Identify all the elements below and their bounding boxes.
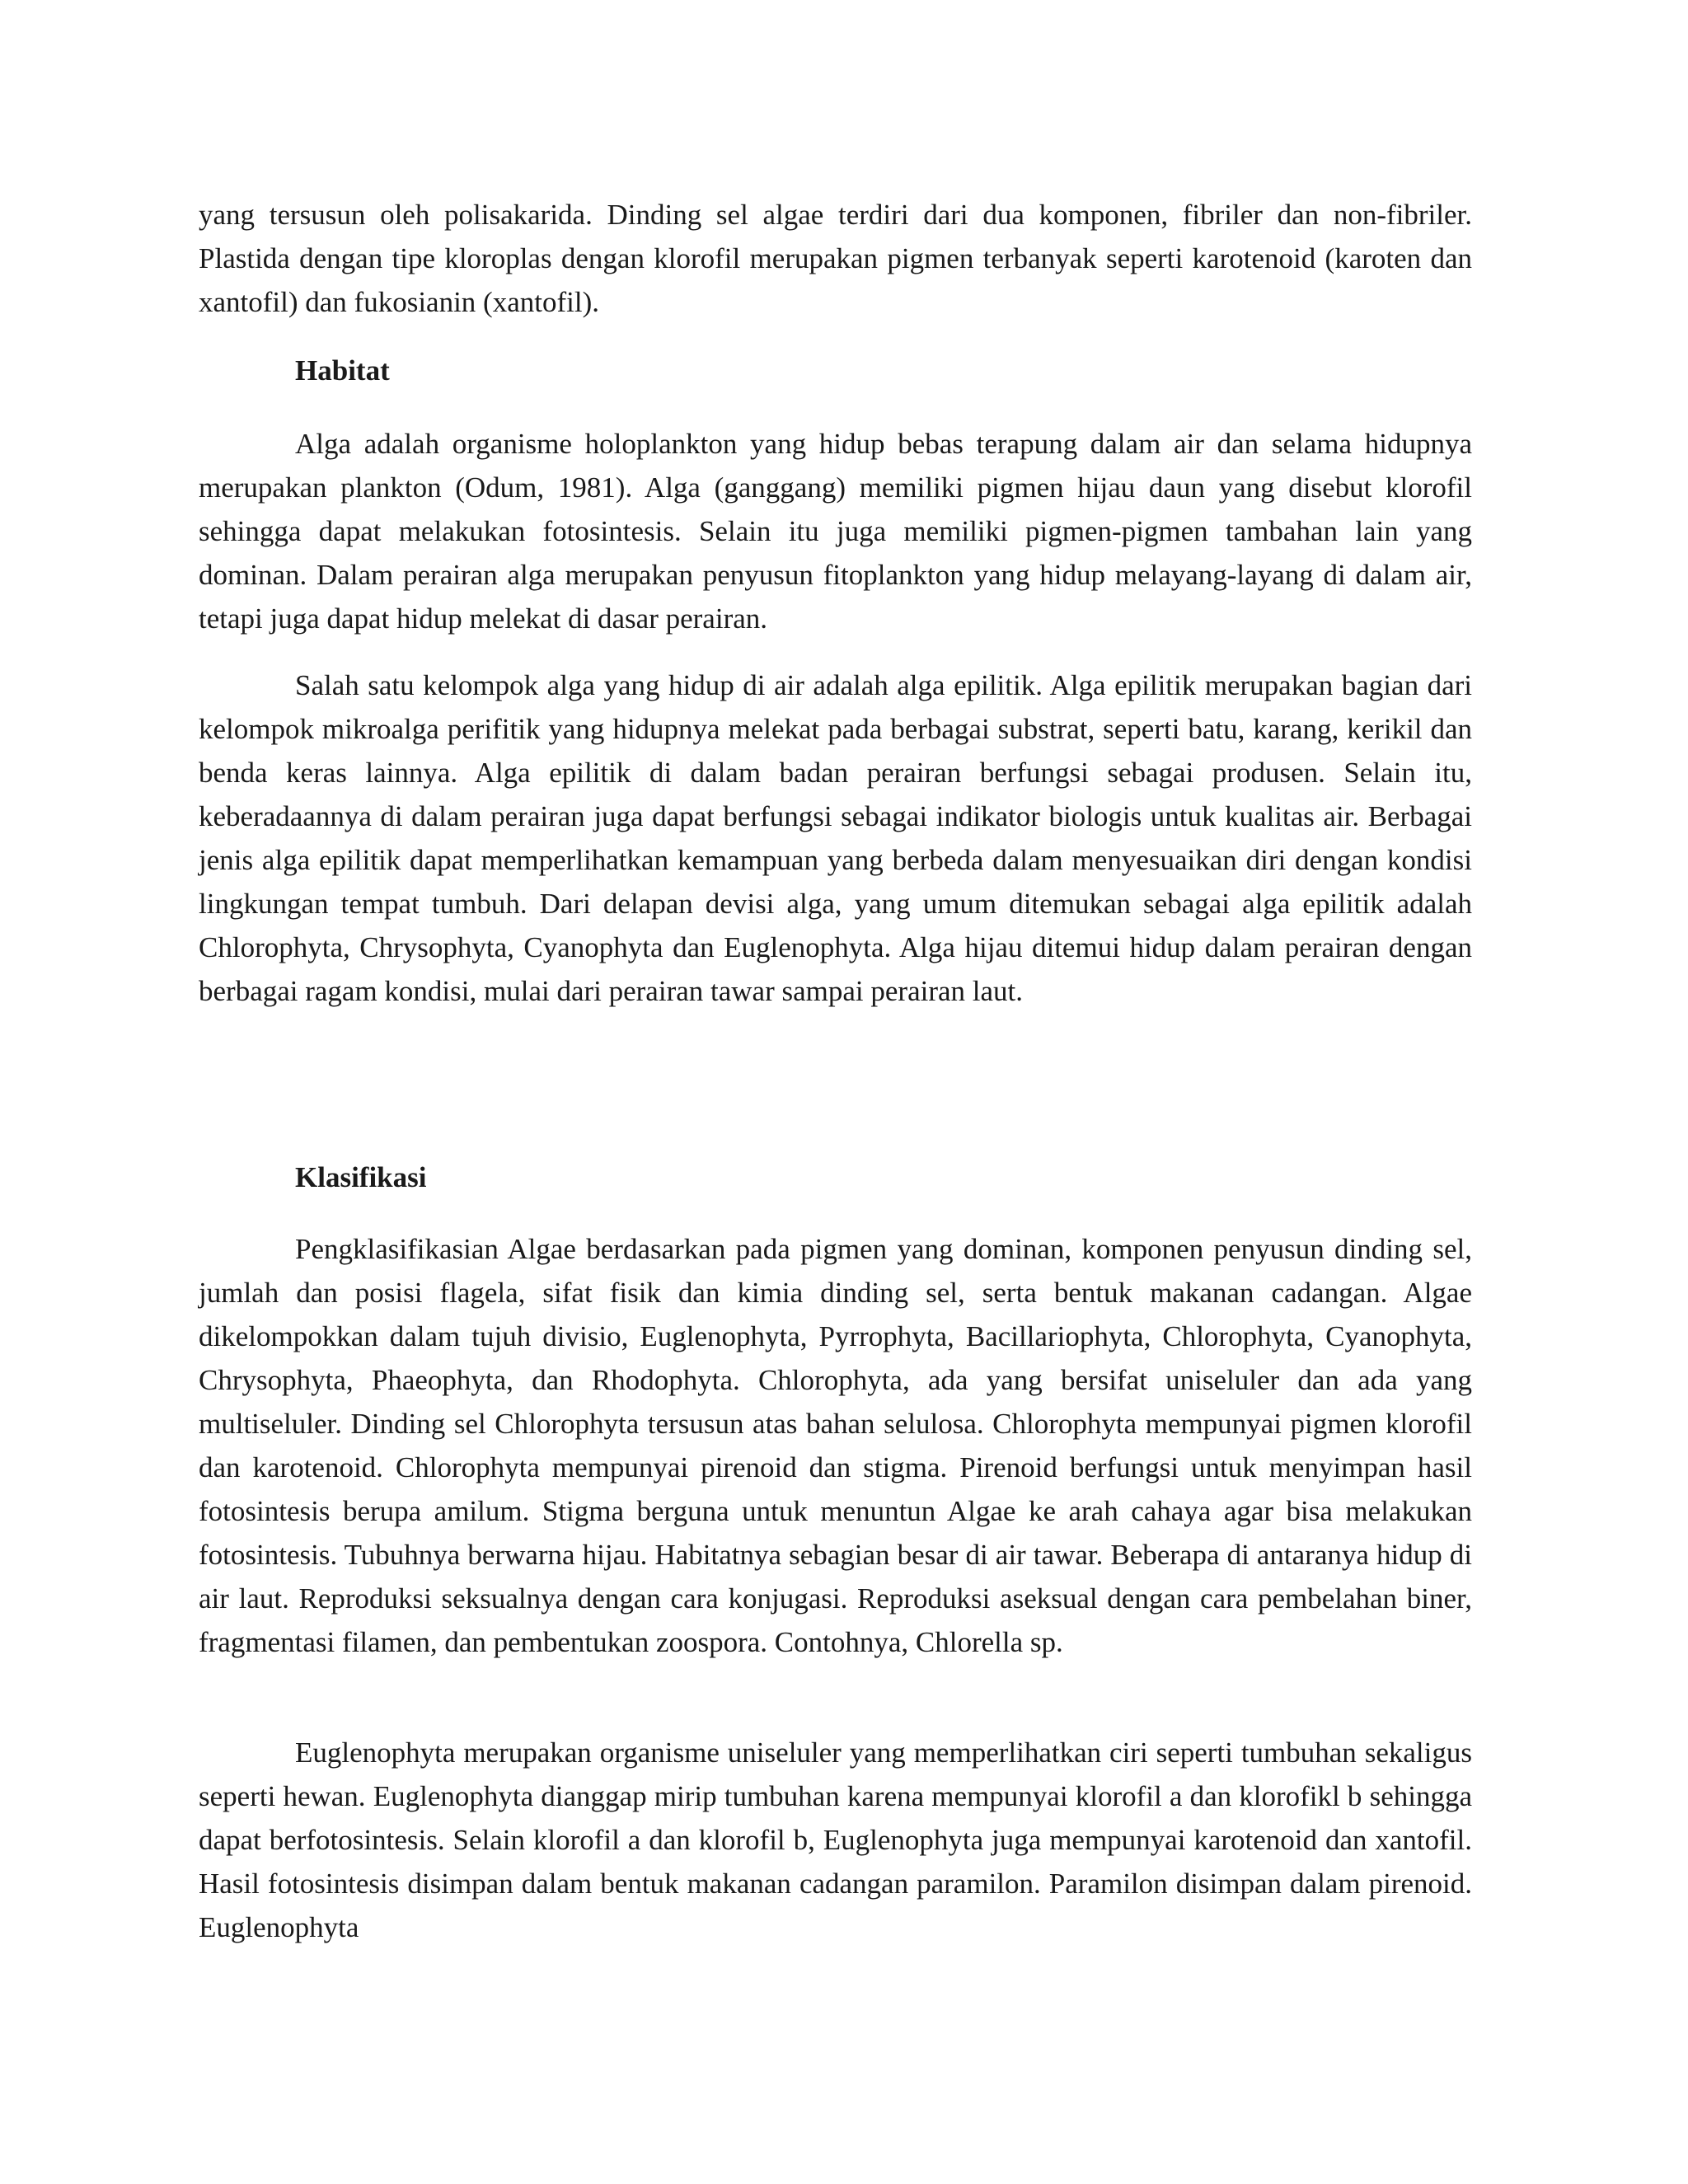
paragraph-habitat-1 [199, 422, 1472, 640]
paragraph-text: Alga adalah organisme holoplankton yang hidup bebas terapung dalam air dan selama hidupnya merupakan plankton (Odum, 1981). Alga (ganggang) memiliki pigmen hijau daun yang disebut klorofil sehingga dapat melakukan fotosintesis. Selain itu juga memiliki pigmen-pigmen tambahan lain yang dominan. Dalam perairan alga merupakan penyusun fitoplankton yang hidup melayang-layang di dalam air, tetapi juga dapat hidup melekat di dasar perairan. [199, 428, 1472, 635]
heading-text: Klasifikasi [295, 1161, 427, 1193]
section-heading-habitat [199, 349, 1472, 392]
paragraph-text: Salah satu kelompok alga yang hidup di air adalah alga epilitik. Alga epilitik merupakan bagian dari kelompok mikroalga perifitik yang hidupnya melekat pada berbagai substrat, seperti batu, karang, kerikil dan benda keras lainnya. Alga epilitik di dalam badan perairan berfungsi sebagai produsen. Selain itu, keberadaannya di dalam perairan juga dapat berfungsi sebagai indikator biologis untuk kualitas air. Berbagai jenis alga epilitik dapat memperlihatkan kemampuan yang berbeda dalam menyesuaikan diri dengan kondisi lingkungan tempat tumbuh. Dari delapan devisi alga, yang umum ditemukan sebagai alga epilitik adalah Chlorophyta, Chrysophyta, Cyanophyta dan Euglenophyta. Alga hijau ditemui hidup dalam perairan dengan berbagai ragam kondisi, mulai dari perairan tawar sampai perairan laut. [199, 669, 1472, 1007]
paragraph-intro [199, 193, 1472, 324]
paragraph-text: Pengklasifikasian Algae berdasarkan pada pigmen yang dominan, komponen penyusun dinding sel, jumlah dan posisi flagela, sifat fisik dan kimia dinding sel, serta bentuk makanan cadangan. Algae dikelompokkan dalam tujuh divisio, Euglenophyta, Pyrrophyta, Bacillariophyta, Chlorophyta, Cyanophyta, Chrysophyta, Phaeophyta, dan Rhodophyta. Chlorophyta, ada yang bersifat uniseluler dan ada yang multiseluler. Dinding sel Chlorophyta tersusun atas bahan selulosa. Chlorophyta mempunyai pigmen klorofil dan karotenoid. Chlorophyta mempunyai pirenoid dan stigma. Pirenoid berfungsi untuk menyimpan hasil fotosintesis berupa amilum. Stigma berguna untuk menuntun Algae ke arah cahaya agar bisa melakukan fotosintesis. Tubuhnya berwarna hijau. Habitatnya sebagian besar di air tawar. Beberapa di antaranya hidup di air laut. Reproduksi seksualnya dengan cara konjugasi. Reproduksi aseksual dengan cara pembelahan biner, fragmentasi filamen, dan pembentukan zoospora. Contohnya, Chlorella sp. [199, 1233, 1472, 1658]
paragraph-habitat-2 [199, 663, 1472, 1013]
paragraph-text: yang tersusun oleh polisakarida. Dinding sel algae terdiri dari dua komponen, fibriler dan non-fibriler. Plastida dengan tipe kloroplas dengan klorofil merupakan pigmen terbanyak seperti karotenoid (karoten dan xantofil) dan fukosianin (xantofil). [199, 199, 1472, 318]
heading-text: Habitat [295, 354, 390, 387]
paragraph-klasifikasi-2 [199, 1731, 1472, 1949]
paragraph-text: Euglenophyta merupakan organisme uniseluler yang memperlihatkan ciri seperti tumbuhan sekaligus seperti hewan. Euglenophyta dianggap mirip tumbuhan karena mempunyai klorofil a dan klorofikl b sehingga dapat berfotosintesis. Selain klorofil a dan klorofil b, Euglenophyta juga mempunyai karotenoid dan xantofil. Hasil fotosintesis disimpan dalam bentuk makanan cadangan paramilon. Paramilon disimpan dalam pirenoid. Euglenophyta [199, 1736, 1472, 1943]
section-heading-klasifikasi [199, 1155, 1472, 1199]
paragraph-klasifikasi-1 [199, 1227, 1472, 1664]
